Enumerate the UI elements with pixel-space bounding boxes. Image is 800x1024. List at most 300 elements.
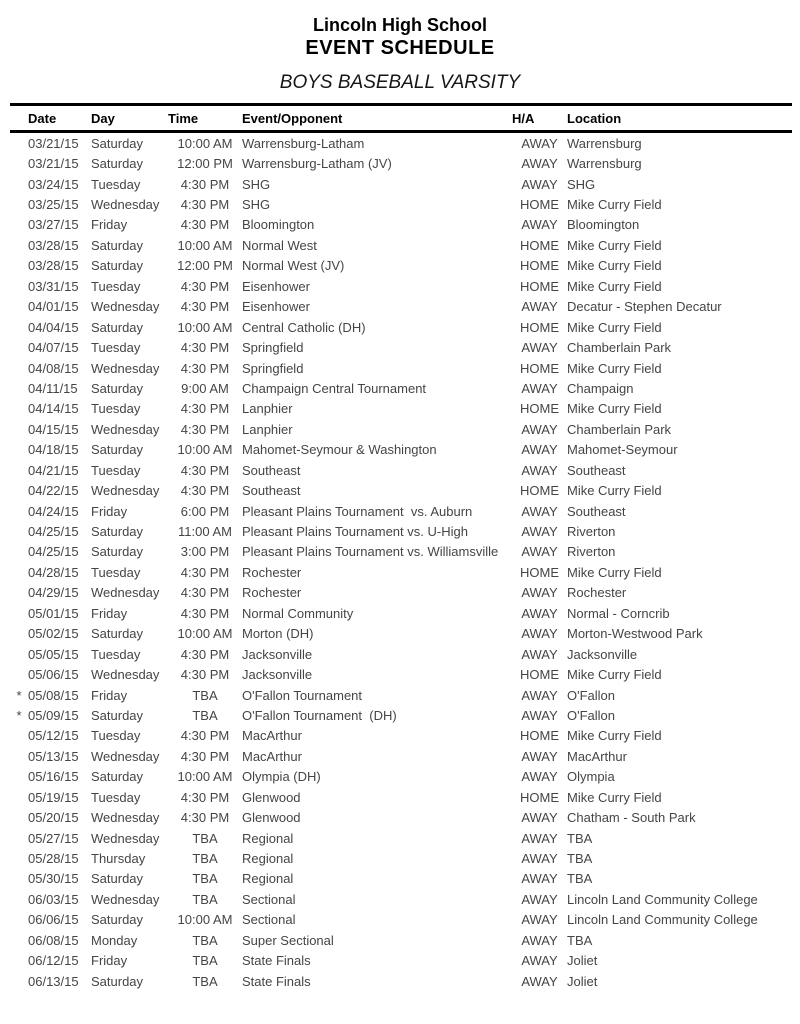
home-away-cell: AWAY [521,135,558,151]
event-opponent-cell: Sectional [242,891,296,907]
table-row [10,828,792,848]
time-cell: 4:30 PM [180,667,230,683]
row-flag [10,746,28,766]
location-cell: TBA [567,871,593,887]
home-away-cell: HOME [520,564,559,580]
home-away-cell: AWAY [521,871,558,887]
day-cell: Saturday [91,707,144,723]
location-cell: Mike Curry Field [567,360,662,376]
date-cell: 06/06/15 [28,912,79,928]
table-row [10,603,792,623]
row-flag [10,419,28,439]
table-row [10,930,792,950]
event-opponent-cell: Glenwood [242,810,301,826]
table-row [10,399,792,419]
home-away-cell: HOME [520,789,559,805]
event-opponent-cell: Pleasant Plains Tournament vs. Auburn [242,503,473,519]
event-opponent-cell: Pleasant Plains Tournament vs. U-High [242,524,468,540]
day-cell: Tuesday [91,401,141,417]
time-cell: 10:00 AM [177,237,233,253]
row-flag [10,726,28,746]
time-cell: TBA [192,953,218,969]
time-column-header: Time [168,105,242,132]
location-cell: Olympia [567,769,615,785]
date-cell: 03/27/15 [28,217,79,233]
event-opponent-cell: Springfield [242,340,304,356]
event-opponent-cell: Normal West (JV) [242,258,345,274]
location-cell: Warrensburg [567,156,642,172]
location-cell: Mike Curry Field [567,237,662,253]
time-cell: 3:00 PM [180,544,230,560]
row-flag [10,624,28,644]
day-cell: Wednesday [91,421,160,437]
date-cell: 05/09/15 [28,707,79,723]
table-row [10,440,792,460]
row-flag [10,297,28,317]
event-opponent-cell: Rochester [242,564,302,580]
time-cell: 12:00 PM [177,258,233,274]
location-cell: Bloomington [567,217,640,233]
time-cell: 10:00 AM [177,442,233,458]
home-away-cell: AWAY [521,626,558,642]
time-cell: 4:30 PM [180,564,230,580]
location-cell: O'Fallon [567,707,616,723]
location-cell: Lincoln Land Community College [567,912,758,928]
date-cell: 04/01/15 [28,299,79,315]
day-cell: Saturday [91,380,144,396]
flag-column-header [10,105,28,132]
location-cell: Champaign [567,380,634,396]
event-opponent-cell: Warrensburg-Latham [242,135,365,151]
location-cell: Riverton [567,544,616,560]
home-away-cell: HOME [520,728,559,744]
day-cell: Wednesday [91,891,160,907]
event-opponent-cell: Normal Community [242,605,354,621]
row-flag [10,971,28,991]
event-opponent-cell: MacArthur [242,748,302,764]
date-cell: 04/07/15 [28,340,79,356]
date-cell: 05/30/15 [28,871,79,887]
date-cell: 06/03/15 [28,891,79,907]
date-cell: 04/04/15 [28,319,79,335]
event-opponent-cell: Central Catholic (DH) [242,319,366,335]
event-opponent-cell: Southeast [242,483,301,499]
event-opponent-cell: Super Sectional [242,932,334,948]
row-flag: * [16,707,22,723]
location-column-header: Location [567,105,792,132]
day-cell: Wednesday [91,483,160,499]
home-away-cell: HOME [520,360,559,376]
time-cell: 10:00 AM [177,319,233,335]
day-cell: Monday [91,932,138,948]
location-cell: Joliet [567,953,598,969]
date-cell: 05/02/15 [28,626,79,642]
row-flag [10,848,28,868]
table-row [10,256,792,276]
row-flag [10,235,28,255]
day-cell: Wednesday [91,830,160,846]
home-away-cell: HOME [520,278,559,294]
date-cell: 03/21/15 [28,156,79,172]
day-cell: Tuesday [91,340,141,356]
school-name: Lincoln High School [313,15,487,35]
row-flag [10,399,28,419]
day-cell: Wednesday [91,360,160,376]
table-row [10,889,792,909]
home-away-cell: AWAY [521,176,558,192]
time-cell: 4:30 PM [180,401,230,417]
day-cell: Saturday [91,442,144,458]
home-away-column-header: H/A [512,105,567,132]
event-opponent-cell: O'Fallon Tournament (DH) [242,707,397,723]
home-away-cell: HOME [520,483,559,499]
home-away-cell: AWAY [521,687,558,703]
table-row [10,521,792,541]
home-away-cell: AWAY [521,851,558,867]
row-flag [10,480,28,500]
time-cell: 10:00 AM [177,626,233,642]
time-cell: 11:00 AM [178,524,232,540]
table-row [10,787,792,807]
location-cell: Morton-Westwood Park [567,626,703,642]
location-cell: Mike Curry Field [567,197,662,213]
day-cell: Wednesday [91,810,160,826]
row-flag [10,276,28,296]
time-cell: 10:00 AM [177,912,233,928]
time-cell: 4:30 PM [180,462,230,478]
location-cell: Decatur - Stephen Decatur [567,299,722,315]
event-opponent-cell: Glenwood [242,789,301,805]
date-cell: 04/21/15 [28,462,79,478]
time-cell: TBA [192,851,218,867]
day-cell: Wednesday [91,748,160,764]
home-away-cell: AWAY [521,462,558,478]
row-flag [10,767,28,787]
event-opponent-cell: MacArthur [242,728,302,744]
table-row [10,358,792,378]
time-cell: 10:00 AM [177,135,233,151]
home-away-cell: AWAY [521,442,558,458]
time-cell: 4:30 PM [180,728,230,744]
home-away-cell: HOME [520,197,559,213]
row-flag [10,664,28,684]
table-row [10,644,792,664]
time-cell: 4:30 PM [180,585,230,601]
home-away-cell: HOME [520,237,559,253]
table-row [10,562,792,582]
home-away-cell: AWAY [521,421,558,437]
table-row [10,910,792,930]
location-cell: Chamberlain Park [567,340,672,356]
day-cell: Tuesday [91,176,141,192]
day-cell: Wednesday [91,299,160,315]
event-opponent-cell: Olympia (DH) [242,769,321,785]
date-cell: 04/22/15 [28,483,79,499]
day-cell: Saturday [91,544,144,560]
home-away-cell: AWAY [521,891,558,907]
table-row [10,317,792,337]
date-cell: 05/01/15 [28,605,79,621]
table-row [10,767,792,787]
location-cell: Mike Curry Field [567,789,662,805]
row-flag [10,378,28,398]
day-cell: Friday [91,687,128,703]
table-row [10,460,792,480]
event-opponent-cell: Mahomet-Seymour & Washington [242,442,437,458]
time-cell: 9:00 AM [181,380,229,396]
table-row [10,583,792,603]
day-cell: Saturday [91,156,144,172]
time-cell: 4:30 PM [180,176,230,192]
row-flag [10,501,28,521]
date-cell: 03/21/15 [28,135,79,151]
home-away-cell: AWAY [521,830,558,846]
home-away-cell: AWAY [521,544,558,560]
event-opponent-cell: Jacksonville [242,646,313,662]
date-cell: 06/13/15 [28,973,79,989]
location-cell: Warrensburg [567,135,642,151]
table-row [10,807,792,827]
event-opponent-cell: Jacksonville [242,667,313,683]
home-away-cell: AWAY [521,585,558,601]
location-cell: MacArthur [567,748,627,764]
event-opponent-cell: Regional [242,871,294,887]
location-cell: TBA [567,851,593,867]
row-flag [10,807,28,827]
table-row [10,501,792,521]
time-cell: 4:30 PM [180,605,230,621]
row-flag [10,644,28,664]
date-cell: 04/08/15 [28,360,79,376]
location-cell: Riverton [567,524,616,540]
event-opponent-cell: SHG [242,197,271,213]
location-cell: Rochester [567,585,627,601]
day-cell: Saturday [91,237,144,253]
table-row [10,297,792,317]
date-cell: 04/11/15 [28,380,78,396]
team-subtitle: BOYS BASEBALL VARSITY [279,72,521,93]
row-flag [10,521,28,541]
row-flag [10,951,28,971]
date-cell: 05/06/15 [28,667,79,683]
event-opponent-cell: O'Fallon Tournament [242,687,363,703]
date-cell: 04/25/15 [28,524,79,540]
time-cell: 10:00 AM [177,769,233,785]
table-header-row [10,105,792,132]
day-cell: Wednesday [91,667,160,683]
event-opponent-cell: Regional [242,830,294,846]
home-away-cell: AWAY [521,524,558,540]
time-cell: 4:30 PM [180,483,230,499]
time-cell: 4:30 PM [180,360,230,376]
document-title: EVENT SCHEDULE [305,37,495,59]
event-opponent-cell: Southeast [242,462,301,478]
date-cell: 04/25/15 [28,544,79,560]
event-opponent-cell: Eisenhower [242,278,310,294]
table-row [10,337,792,357]
date-cell: 03/28/15 [28,237,79,253]
location-cell: Chamberlain Park [567,421,672,437]
day-cell: Tuesday [91,728,141,744]
table-row [10,276,792,296]
home-away-cell: AWAY [521,156,558,172]
table-row [10,542,792,562]
date-cell: 05/16/15 [28,769,79,785]
row-flag [10,174,28,194]
home-away-cell: AWAY [521,217,558,233]
location-cell: Jacksonville [567,646,638,662]
home-away-cell: HOME [520,258,559,274]
row-flag [10,889,28,909]
day-cell: Saturday [91,912,144,928]
home-away-cell: AWAY [521,953,558,969]
location-cell: Mike Curry Field [567,667,662,683]
day-cell: Friday [91,953,128,969]
event-column-header: Event/Opponent [242,105,512,132]
time-cell: 4:30 PM [180,789,230,805]
table-row [10,215,792,235]
time-cell: 12:00 PM [177,156,233,172]
location-cell: Joliet [567,973,598,989]
table-row [10,705,792,725]
home-away-cell: AWAY [521,932,558,948]
event-opponent-cell: Springfield [242,360,304,376]
row-flag [10,603,28,623]
title-block [0,0,800,92]
time-cell: 4:30 PM [180,340,230,356]
location-cell: Chatham - South Park [567,810,696,826]
time-cell: 4:30 PM [180,278,230,294]
location-cell: Mike Curry Field [567,319,662,335]
table-row [10,235,792,255]
table-row [10,971,792,991]
day-cell: Saturday [91,319,144,335]
time-cell: TBA [192,973,218,989]
date-cell: 05/08/15 [28,687,79,703]
event-opponent-cell: State Finals [242,953,311,969]
location-cell: Mike Curry Field [567,258,662,274]
event-schedule-table [10,103,792,991]
date-cell: 04/28/15 [28,564,79,580]
day-cell: Saturday [91,135,144,151]
date-column-header: Date [28,105,91,132]
home-away-cell: AWAY [521,605,558,621]
row-flag: * [16,687,22,703]
day-cell: Thursday [91,851,146,867]
event-opponent-cell: Warrensburg-Latham (JV) [242,156,392,172]
date-cell: 04/29/15 [28,585,79,601]
row-flag [10,153,28,173]
date-cell: 06/12/15 [28,953,79,969]
day-cell: Wednesday [91,585,160,601]
time-cell: TBA [192,871,218,887]
date-cell: 05/20/15 [28,810,79,826]
location-cell: Southeast [567,462,626,478]
schedule-body [10,132,792,992]
day-cell: Saturday [91,769,144,785]
event-opponent-cell: Champaign Central Tournament [242,380,427,396]
home-away-cell: AWAY [521,380,558,396]
table-row [10,664,792,684]
table-row [10,726,792,746]
table-row [10,132,792,154]
time-cell: TBA [192,707,218,723]
location-cell: O'Fallon [567,687,616,703]
row-flag [10,317,28,337]
home-away-cell: AWAY [521,810,558,826]
location-cell: Mike Curry Field [567,728,662,744]
day-cell: Saturday [91,871,144,887]
row-flag [10,215,28,235]
row-flag [10,583,28,603]
day-cell: Friday [91,503,128,519]
home-away-cell: AWAY [521,646,558,662]
row-flag [10,828,28,848]
time-cell: 4:30 PM [180,810,230,826]
row-flag [10,460,28,480]
location-cell: Southeast [567,503,626,519]
table-row [10,951,792,971]
day-cell: Friday [91,217,128,233]
table-row [10,624,792,644]
day-cell: Friday [91,605,128,621]
row-flag [10,562,28,582]
time-cell: TBA [192,830,218,846]
day-cell: Tuesday [91,462,141,478]
location-cell: Mike Curry Field [567,483,662,499]
location-cell: Lincoln Land Community College [567,891,758,907]
table-row [10,378,792,398]
date-cell: 05/19/15 [28,789,79,805]
event-opponent-cell: State Finals [242,973,311,989]
date-cell: 05/12/15 [28,728,79,744]
table-header [10,105,792,132]
day-cell: Saturday [91,626,144,642]
home-away-cell: HOME [520,319,559,335]
home-away-cell: HOME [520,667,559,683]
day-cell: Saturday [91,973,144,989]
location-cell: TBA [567,932,593,948]
day-cell: Tuesday [91,564,141,580]
day-cell: Tuesday [91,646,141,662]
home-away-cell: AWAY [521,707,558,723]
row-flag [10,542,28,562]
time-cell: 4:30 PM [180,421,230,437]
table-row [10,419,792,439]
event-opponent-cell: Regional [242,851,294,867]
home-away-cell: AWAY [521,769,558,785]
day-cell: Saturday [91,258,144,274]
date-cell: 04/18/15 [28,442,79,458]
event-opponent-cell: Morton (DH) [242,626,314,642]
row-flag [10,256,28,276]
row-flag [10,930,28,950]
event-opponent-cell: Sectional [242,912,296,928]
time-cell: TBA [192,891,218,907]
table-row [10,848,792,868]
date-cell: 04/14/15 [28,401,79,417]
location-cell: Mike Curry Field [567,564,662,580]
home-away-cell: AWAY [521,973,558,989]
table-row [10,869,792,889]
location-cell: Mahomet-Seymour [567,442,678,458]
time-cell: TBA [192,687,218,703]
event-opponent-cell: Rochester [242,585,302,601]
table-row [10,194,792,214]
event-opponent-cell: SHG [242,176,271,192]
date-cell: 05/28/15 [28,851,79,867]
row-flag [10,910,28,930]
